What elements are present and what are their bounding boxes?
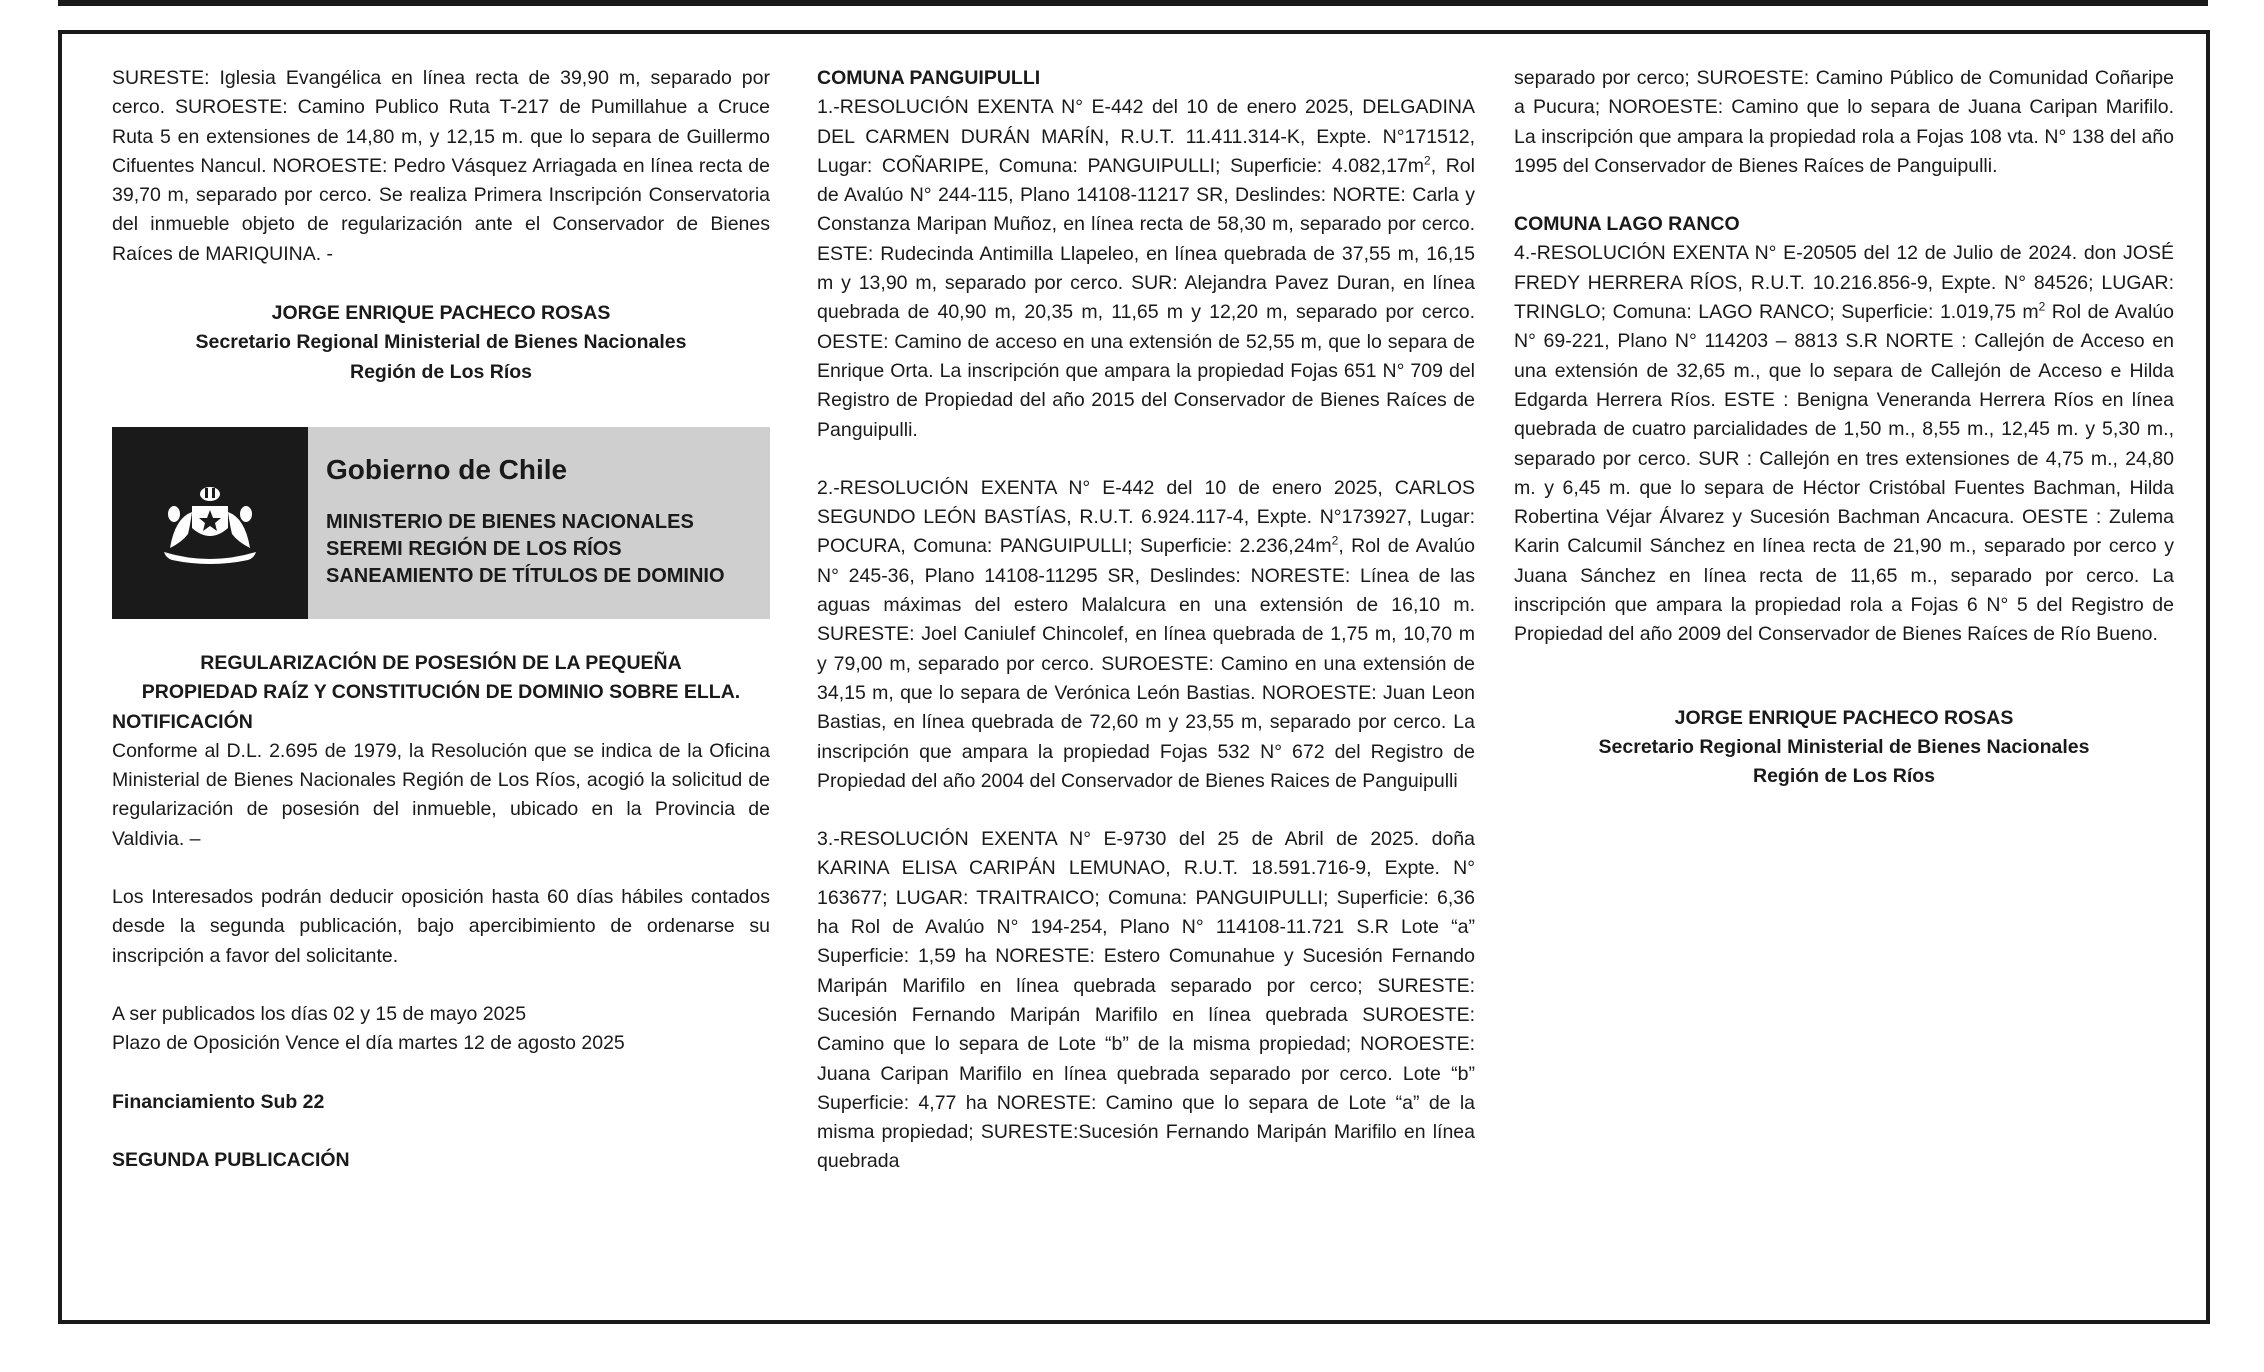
resolucion-1-paragraph	[817, 93, 1475, 445]
top-rule	[58, 0, 2208, 6]
notice-heading	[112, 649, 770, 708]
column-1	[112, 64, 770, 1175]
notice-heading-line-2: PROPIEDAD RAÍZ Y CONSTITUCIÓN DE DOMINIO SOBRE ELLA.	[141, 681, 741, 704]
banner-text	[308, 427, 725, 619]
comuna-panguipulli-title: COMUNA PANGUIPULLI	[817, 67, 1041, 89]
signer-name: JORGE ENRIQUE PACHECO ROSAS	[1674, 706, 2014, 729]
signer-title: Secretario Regional Ministerial de Bienes Nacionales	[195, 331, 687, 354]
resolucion-3-paragraph: 3.-RESOLUCIÓN EXENTA N° E-9730 del 25 de Abril de 2025. doña KARINA ELISA CARIPÁN LEMUNAO, R.U.T. 18.591.716-9, Expte. N° 163677; LUGAR: TRAITRAICO; Comuna: PANGUIPULLI; Superficie: 6,36 ha Rol de Avalúo N° 194-254, Plano N° 114108-11.721 S.R Lote “a” Superficie: 1,59 ha NORESTE: Estero Comunahue y Sucesión Fernando Maripán Marifilo en línea quebrada separado por cerco; SURESTE: Sucesión Fernando Maripán Marifilo en línea quebrada SUROESTE: Camino que lo separa de Lote “b” de la misma propiedad; NOROESTE: Juana Caripan Marifilo en línea quebrada separado por cerco. Lote “b” Superficie: 4,77 ha NORESTE: Camino que lo separa de Lote “a” de la misma propiedad; SURESTE:Sucesión Fernando Maripán Marifilo en línea quebrada	[817, 828, 1475, 1173]
notice-heading-line-1: REGULARIZACIÓN DE POSESIÓN DE LA PEQUEÑA	[200, 651, 682, 674]
signer-name: JORGE ENRIQUE PACHECO ROSAS	[271, 302, 611, 325]
publication-dates: A ser publicados los días 02 y 15 de mayo 2025	[112, 1002, 527, 1025]
col3-signature-block	[1514, 704, 2174, 792]
chile-coat-of-arms-logo	[112, 427, 308, 619]
opposition-deadline: Plazo de Oposición Vence el día martes 12 de agosto 2025	[112, 1032, 625, 1055]
column-3	[1514, 64, 2174, 792]
superscript-2: 2	[2038, 299, 2046, 314]
superscript-2: 2	[1424, 153, 1431, 168]
resolucion-2-paragraph	[817, 474, 1475, 796]
resolucion-4-text-a: 4.-RESOLUCIÓN EXENTA N° E-20505 del 12 de Julio de 2024. don JOSÉ FREDY HERRERA RÍOS, R.U.T. 10.216.856-9, Expte. N° 84526; LUGAR: TRINGLO; Comuna: LAGO RANCO; Superficie: 1.019,75 m	[1514, 242, 2174, 324]
notificacion-paragraph: Conforme al D.L. 2.695 de 1979, la Resolución que se indica de la Oficina Ministerial de Bienes Nacionales Región de Los Ríos, acogió la solicitud de regularización de posesión del inmueble, ubicado en la Provincia de Valdivia. –	[112, 739, 770, 850]
financiamiento-label: Financiamiento Sub 22	[112, 1090, 325, 1113]
segunda-publicacion-label: SEGUNDA PUBLICACIÓN	[112, 1148, 350, 1171]
coat-of-arms-icon	[150, 478, 270, 568]
resolucion-4-paragraph	[1514, 239, 2174, 649]
signer-title: Secretario Regional Ministerial de Bienes Nacionales	[1598, 735, 2090, 758]
banner-gobierno-title: Gobierno de Chile	[326, 453, 568, 485]
resolucion-1-text-b: , Rol de Avalúo N° 244-115, Plano 14108-11217 SR, Deslindes: NORTE: Carla y Constanza Maripan Muñoz, en línea recta de 58,30 m, separado por cerco. ESTE: Rudecinda Antimilla Llapeleo, en línea quebrada de 37,55 m, 16,15 m y 13,90 m, separado por cerco. SUR: Alejandra Pavez Duran, en línea quebrada de 40,90 m, 20,35 m, 11,65 m y 12,20 m, separado por cerco. OESTE: Camino de acceso en una extensión de 52,55 m, que lo separa de Enrique Orta. La inscripción que ampara la propiedad Fojas 651 N° 709 del Registro de Propiedad del año 2015 del Conservador de Bienes Raíces de Panguipulli.	[817, 154, 1475, 441]
banner-line-seremi: SEREMI REGIÓN DE LOS RÍOS	[326, 537, 622, 560]
signer-region: Región de Los Ríos	[349, 360, 532, 383]
gobierno-banner	[112, 427, 770, 619]
resolucion-1-text-a: 1.-RESOLUCIÓN EXENTA N° E-442 del 10 de enero 2025, DELGADINA DEL CARMEN DURÁN MARÍN, R.U.T. 11.411.314-K, Expte. N°171512, Lugar: COÑARIPE, Comuna: PANGUIPULLI; Superficie: 4.082,17m	[817, 96, 1475, 177]
col1-intro-paragraph: SURESTE: Iglesia Evangélica en línea recta de 39,90 m, separado por cerco. SUROESTE: Camino Publico Ruta T-217 de Pumillahue a Cruce Ruta 5 en extensiones de 14,80 m, y 12,15 m. que lo separa de Guillermo Cifuentes Nancul. NOROESTE: Pedro Vásquez Arriagada en línea recta de 39,70 m, separado por cerco. Se realiza Primera Inscripción Conservatoria del inmueble objeto de regularización ante el Conservador de Bienes Raíces de MARIQUINA. -	[112, 67, 770, 265]
notificacion-title: NOTIFICACIÓN	[112, 710, 253, 733]
resolucion-3-continuation: separado por cerco; SUROESTE: Camino Público de Comunidad Coñaripe a Pucura; NOROESTE: Camino que lo separa de Juana Caripan Marifilo. La inscripción que ampara la propiedad rola a Fojas 108 vta. N° 138 del año 1995 del Conservador de Bienes Raíces de Panguipulli.	[1514, 67, 2174, 177]
notice-frame	[58, 30, 2210, 1324]
resolucion-2-text-b: , Rol de Avalúo N° 245-36, Plano 14108-11295 SR, Deslindes: NORESTE: Línea de las aguas máximas del estero Malalcura en una extensión de 16,10 m. SURESTE: Joel Caniulef Chincolef, en línea quebrada de 1,75 m, 10,70 m y 79,00 m, separado por cerco. SUROESTE: Camino en una extensión de 34,15 m, que lo separa de Verónica León Bastias. NOROESTE: Juan Leon Bastias, en línea quebrada de 72,60 m y 23,55 m, separado por cerco. La inscripción que ampara la propiedad Fojas 532 N° 672 del Registro de Propiedad del año 2004 del Conservador de Bienes Raices de Panguipulli	[817, 535, 1475, 792]
banner-line-saneamiento: SANEAMIENTO DE TÍTULOS DE DOMINIO	[326, 564, 725, 587]
oposicion-paragraph: Los Interesados podrán deducir oposición hasta 60 días hábiles contados desde la segunda publicación, bajo apercibimiento de ordenarse su inscripción a favor del solicitante.	[112, 886, 770, 967]
comuna-lago-ranco-title: COMUNA LAGO RANCO	[1514, 213, 1740, 236]
resolucion-2-text-a: 2.-RESOLUCIÓN EXENTA N° E-442 del 10 de enero 2025, CARLOS SEGUNDO LEÓN BASTÍAS, R.U.T. 6.924.117-4, Expte. N°173927, Lugar: POCURA, Comuna: PANGUIPULLI; Superficie: 2.236,24m	[817, 476, 1475, 558]
superscript-2: 2	[1331, 533, 1339, 548]
col1-signature-block	[112, 299, 770, 387]
signer-region: Región de Los Ríos	[1752, 765, 1935, 788]
banner-line-ministerio: MINISTERIO DE BIENES NACIONALES	[326, 510, 694, 533]
resolucion-4-text-b: Rol de Avalúo N° 69-221, Plano N° 114203 – 8813 S.R NORTE : Callejón de Acceso en una extensión de 32,65 m., que lo separa de Callejón de Acceso e Hilda Edgarda Herrera Ríos. ESTE : Benigna Veneranda Herrera Ríos en línea quebrada de cuatro parcialidades de 1,50 m., 8,55 m., 12,45 m. y 5,30 m., separado por cerco. SUR : Callejón en tres extensiones de 4,75 m., 24,80 m. y 6,45 m. que lo separa de Héctor Cristóbal Fuentes Bachman, Hilda Robertina Véjar Álvarez y Sucesión Bachman Ancacura. OESTE : Zulema Karin Calcumil Sánchez en línea recta de 21,90 m., separado por cerco y Juana Sánchez en línea recta de 11,65 m., separado por cerco. La inscripción que ampara la propiedad rola a Fojas 6 N° 5 del Registro de Propiedad del año 2009 del Conservador de Bienes Raíces de Río Bueno.	[1514, 301, 2174, 646]
column-2	[817, 64, 1475, 1177]
